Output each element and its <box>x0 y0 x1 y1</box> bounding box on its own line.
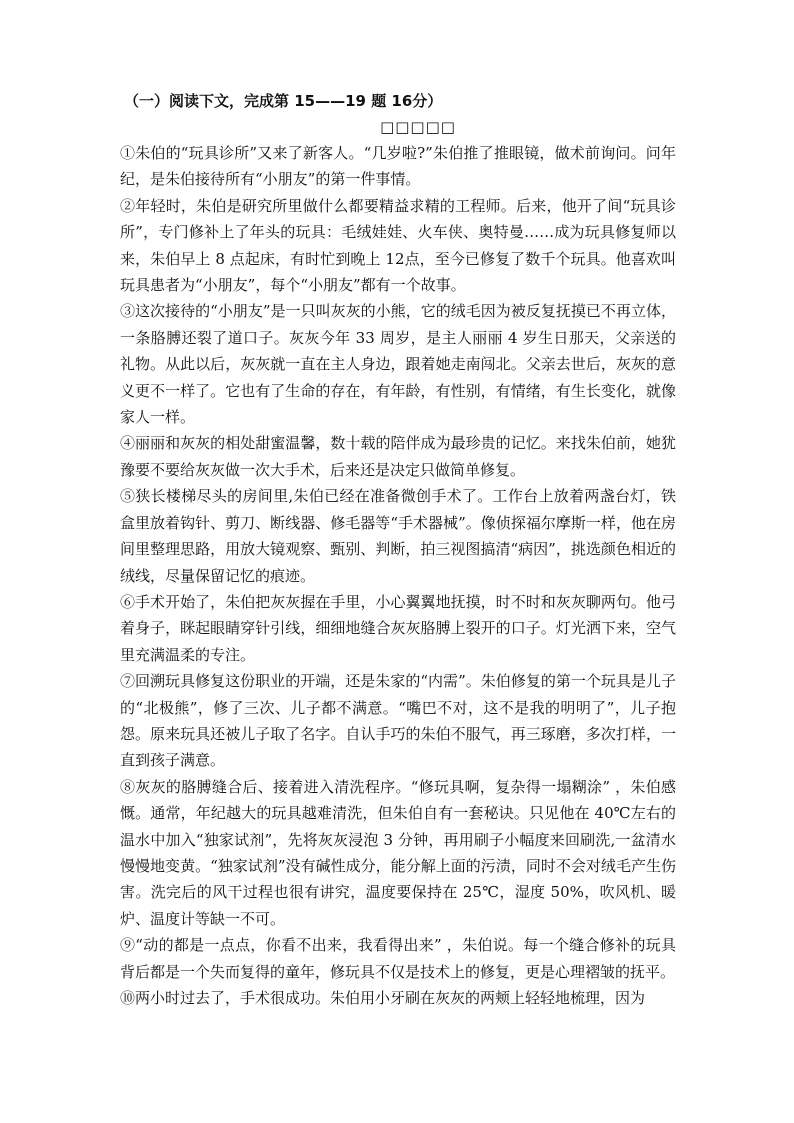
paragraph-1: ①朱伯的“玩具诊所”又来了新客人。“几岁啦?”朱伯推了推眼镜，做术前询问。问年纪，是朱伯接待所有“小朋友”的第一件事情。 <box>120 144 676 189</box>
paragraph-8: ⑧灰灰的胳膊缝合后、接着进入清洗程序。“修玩具啊，复杂得一塌糊涂” ，朱伯感慨。通常，年纪越大的玩具越难清洗，但朱伯自有一套秘诀。只见他在 40℃左右的温水中加入“独家试剂”，先将灰灰浸泡 3 分钟，再用刷子小幅度来回刷洗,一盆清水慢慢地变黄。“独家试剂”没有碱性成分，能分解上面的污渍，同时不会对绒毛产生伤害。洗完后的风干过程也很有讲究，温度要保持在 25℃，湿度 50%，吹风机、暖炉、温度计等缺一不可。 <box>120 777 676 928</box>
section-heading: （一）阅读下文，完成第 15——19 题 16分） <box>124 92 443 110</box>
paragraph-3: ③这次接待的“小朋友”是一只叫灰灰的小熊，它的绒毛因为被反复抚摸已不再立体，一条胳膊还裂了道口子。灰灰今年 33 周岁，是主人丽丽 4 岁生日那天，父亲送的礼物。从此以后，灰灰就一直在主人身边，跟着她走南闯北。父亲去世后，灰灰的意义更不一样了。它也有了生命的存在，有年龄，有性别，有情绪，有生长变化，就像家人一样。 <box>120 302 676 427</box>
paragraph-5: ⑤狭长楼梯尽头的房间里,朱伯已经在准备微创手术了。工作台上放着两盏台灯，铁盒里放着钩针、剪刀、断线器、修毛器等“手术器械”。像侦探福尔摩斯一样，他在房间里整理思路，用放大镜观察、甄别、判断，拍三视图搞清“病因”，挑选颜色相近的绒线，尽量保留记忆的痕迹。 <box>120 487 676 585</box>
paragraph-10: ⑩两小时过去了，手术很成功。朱伯用小牙刷在灰灰的两颊上轻轻地梳理，因为 <box>120 989 646 1007</box>
paragraph-9: ⑨“动的都是一点点，你看不出来，我看得出来” ，朱伯说。每一个缝合修补的玩具背后都是一个失而复得的童年，修玩具不仅是技术上的修复，更是心理褶皱的抚平。 <box>120 936 676 981</box>
article-title: □□□□□ <box>380 118 456 136</box>
paragraph-4: ④丽丽和灰灰的相处甜蜜温馨，数十载的陪伴成为最珍贵的记忆。来找朱伯前，她犹豫要不要给灰灰做一次大手术，后来还是决定只做简单修复。 <box>120 434 676 479</box>
paragraph-2: ②年轻时，朱伯是研究所里做什么都要精益求精的工程师。后来，他开了间“玩具诊所”，专门修补上了年头的玩具：毛绒娃娃、火车侠、奥特曼……成为玩具修复师以来，朱伯早上 8 点起床，有时忙到晚上 12点，至今已修复了数千个玩具。他喜欢叫玩具患者为“小朋友”，每个“小朋友”都有一个故事。 <box>120 196 676 295</box>
paragraph-7: ⑦回溯玩具修复这份职业的开端，还是朱家的“内需”。朱伯修复的第一个玩具是儿子的“北极熊”，修了三次、儿子都不满意。“嘴巴不对，这不是我的明明了”，儿子抱怨。原来玩具还被儿子取了名字。自认手巧的朱伯不服气，再三琢磨，多次打样，一直到孩子满意。 <box>120 672 676 770</box>
document-page <box>120 88 676 1011</box>
article-body <box>120 140 676 1011</box>
paragraph-6: ⑥手术开始了，朱伯把灰灰握在手里，小心翼翼地抚摸，时不时和灰灰聊两句。他弓着身子，眯起眼睛穿针引线，细细地缝合灰灰胳膊上裂开的口子。灯光洒下来，空气里充满温柔的专注。 <box>120 592 676 664</box>
